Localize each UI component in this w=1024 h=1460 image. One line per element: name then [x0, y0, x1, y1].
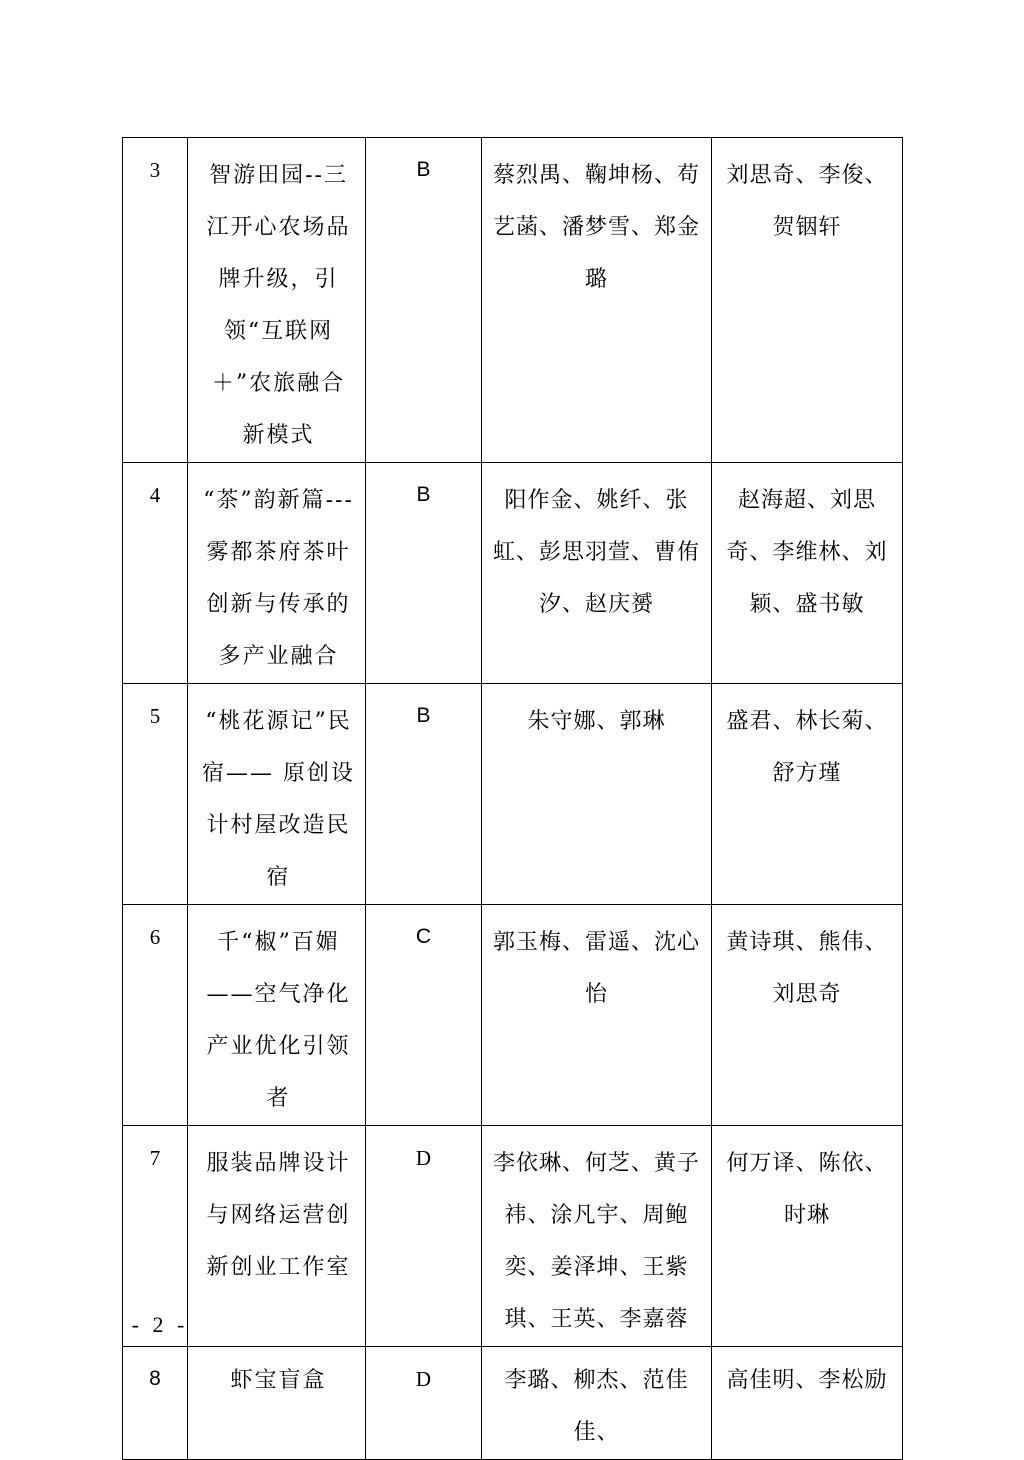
project-grade: B	[366, 463, 482, 684]
project-grade: D	[366, 1347, 482, 1460]
row-number: 6	[123, 905, 188, 1126]
advisors: 盛君、林长菊、舒方瑾	[712, 684, 903, 905]
team-members: 朱守娜、郭琳	[482, 684, 712, 905]
team-members: 蔡烈禺、鞠坤杨、苟艺菡、潘梦雪、郑金璐	[482, 138, 712, 463]
team-members: 李璐、柳杰、范佳佳、	[482, 1347, 712, 1460]
table-row	[123, 463, 903, 684]
project-title: 服装品牌设计与网络运营创新创业工作室	[188, 1126, 366, 1347]
advisors: 何万译、陈依、时琳	[712, 1126, 903, 1347]
advisors: 黄诗琪、熊伟、刘思奇	[712, 905, 903, 1126]
table-row	[123, 138, 903, 463]
page-number: - 2 -	[131, 1312, 189, 1337]
team-members: 郭玉梅、雷遥、沈心怡	[482, 905, 712, 1126]
table-row	[123, 1347, 903, 1460]
row-number: 4	[123, 463, 188, 684]
advisors: 刘思奇、李俊、贺铟轩	[712, 138, 903, 463]
project-title: 千“椒”百媚——空气净化产业优化引领者	[188, 905, 366, 1126]
table-row	[123, 684, 903, 905]
project-grade: B	[366, 138, 482, 463]
row-number: 7	[123, 1126, 188, 1347]
project-title: “桃花源记”民宿—— 原创设计村屋改造民宿	[188, 684, 366, 905]
row-number: 3	[123, 138, 188, 463]
project-title: “茶”韵新篇---雾都茶府茶叶创新与传承的多产业融合	[188, 463, 366, 684]
table-row	[123, 905, 903, 1126]
row-number: 8	[123, 1347, 188, 1460]
advisors: 赵海超、刘思奇、李维林、刘颖、盛书敏	[712, 463, 903, 684]
project-grade: D	[366, 1126, 482, 1347]
project-title: 虾宝盲盒	[188, 1347, 366, 1460]
team-members: 李依琳、何芝、黄子祎、涂凡宇、周鲍奕、姜泽坤、王紫琪、王英、李嘉蓉	[482, 1126, 712, 1347]
project-table	[122, 137, 903, 1460]
project-title: 智游田园--三江开心农场品牌升级，引领“互联网＋”农旅融合新模式	[188, 138, 366, 463]
project-grade: C	[366, 905, 482, 1126]
row-number: 5	[123, 684, 188, 905]
project-grade: B	[366, 684, 482, 905]
advisors: 高佳明、李松励	[712, 1347, 903, 1460]
team-members: 阳作金、姚纤、张虹、彭思羽萱、曹侑汐、赵庆赟	[482, 463, 712, 684]
